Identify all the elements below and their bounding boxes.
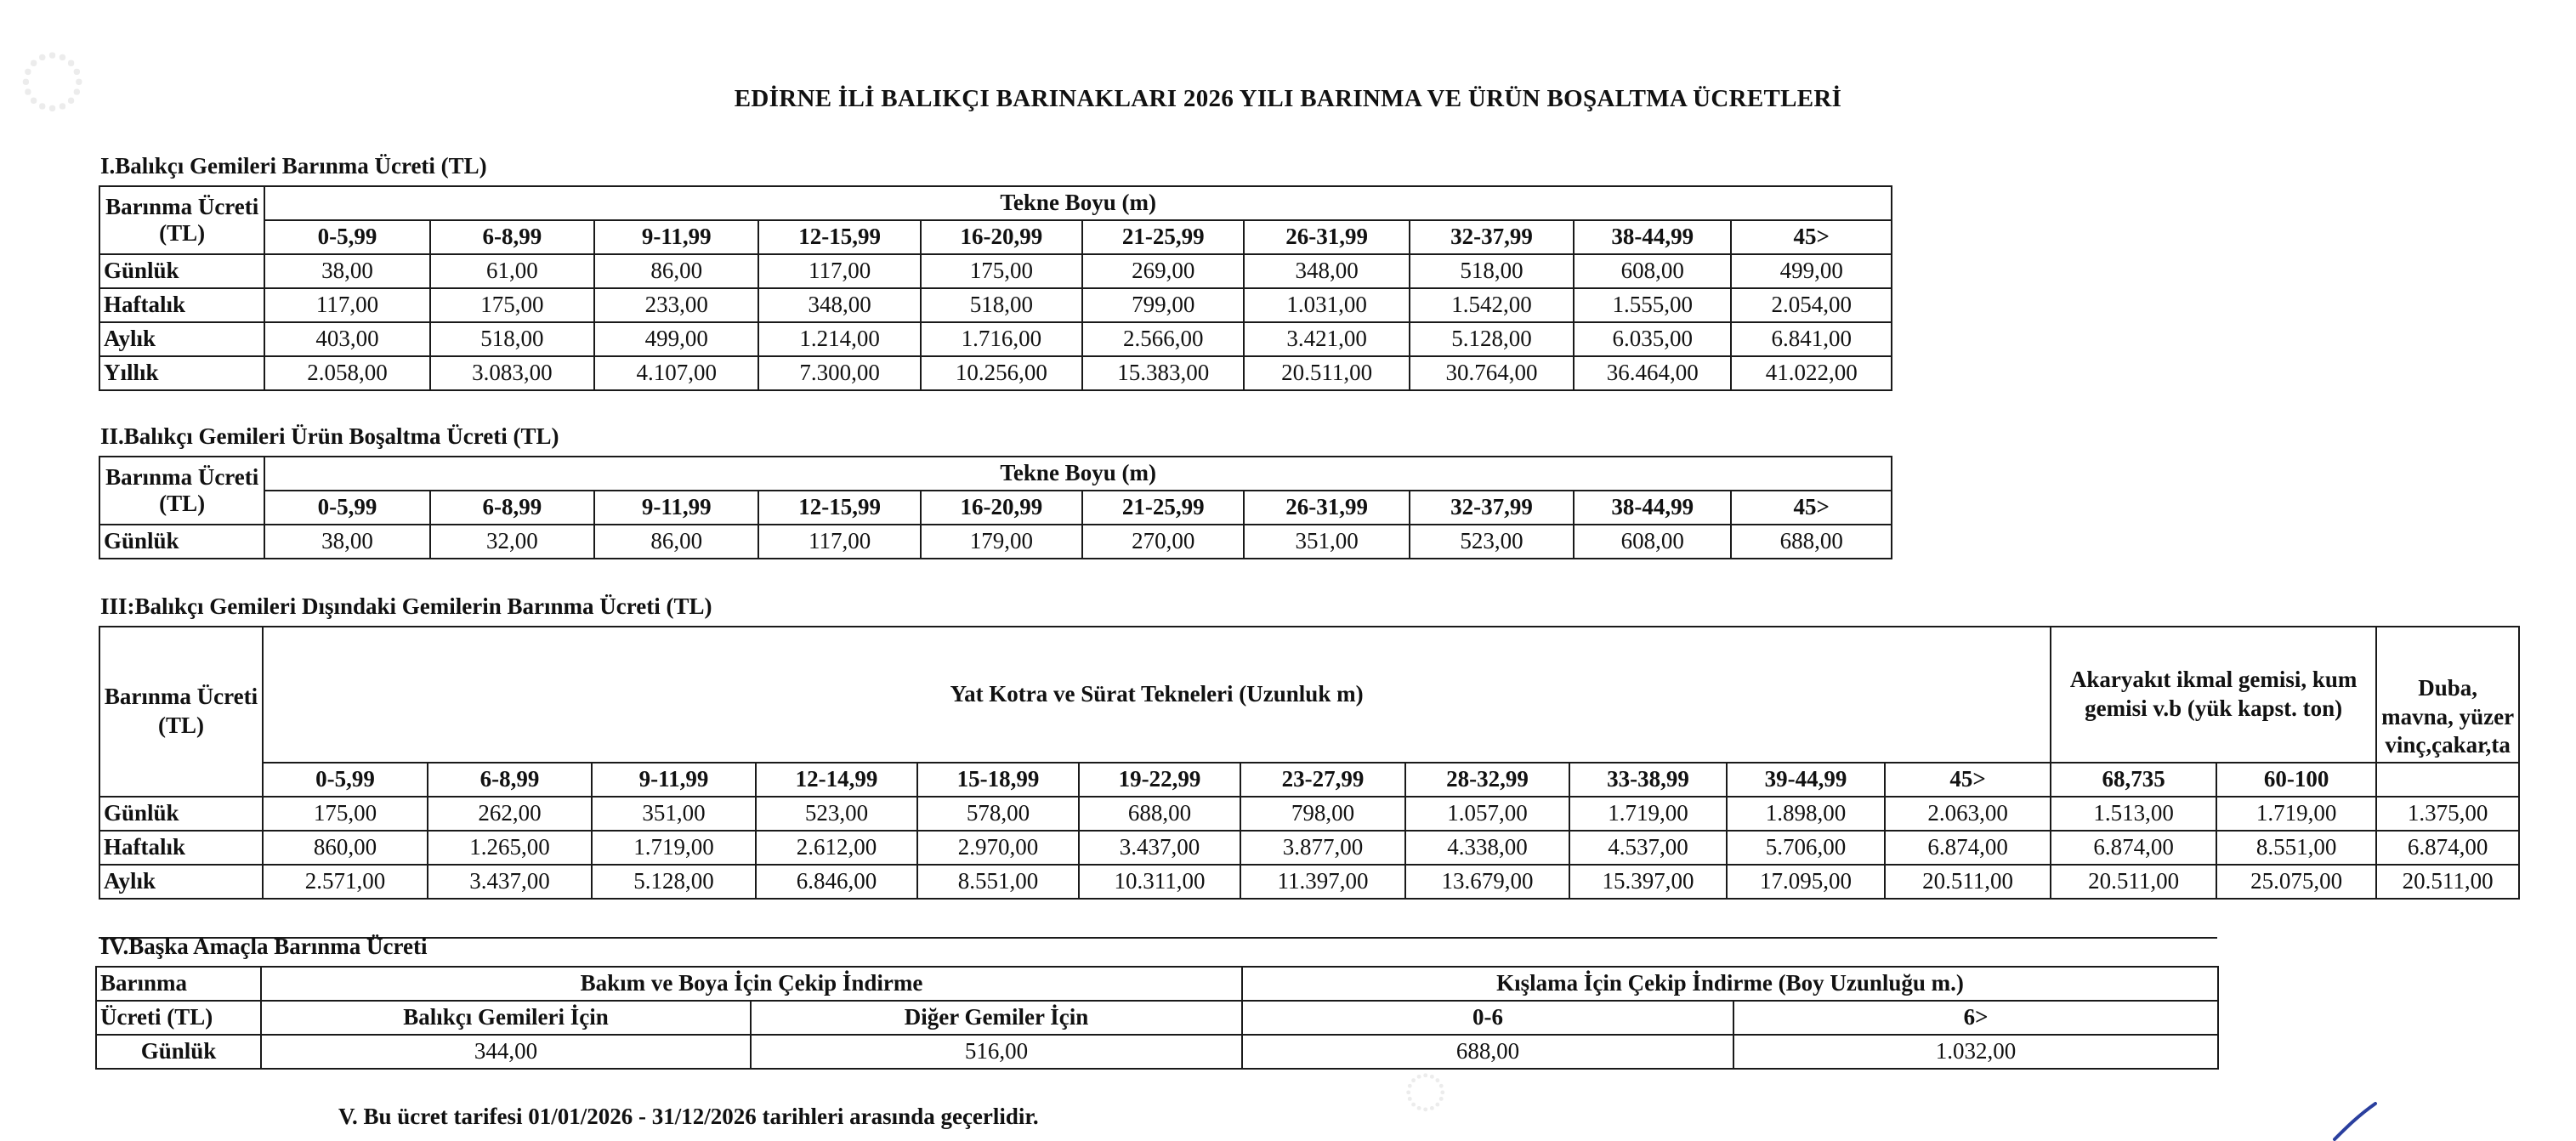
column-header: 6-8,99 <box>430 220 594 254</box>
column-header: 60-100 <box>2216 763 2376 797</box>
table-cell: 799,00 <box>1082 288 1244 322</box>
column-header: 0-5,99 <box>263 763 428 797</box>
section-4-table <box>95 966 2219 1070</box>
column-header: 6-8,99 <box>428 763 592 797</box>
table-cell: 499,00 <box>594 322 758 356</box>
column-header: 28-32,99 <box>1405 763 1569 797</box>
table-cell: 403,00 <box>264 322 429 356</box>
table-cell: 25.075,00 <box>2216 865 2376 899</box>
table-cell: 30.764,00 <box>1410 356 1574 390</box>
row-label: Günlük <box>96 1035 261 1069</box>
table-cell: 1.898,00 <box>1727 797 1885 831</box>
row-label: Haftalık <box>99 288 264 322</box>
column-header: 0-6 <box>1242 1001 1733 1035</box>
row-label: Aylık <box>99 322 264 356</box>
table-cell: 2.571,00 <box>263 865 428 899</box>
table-cell: 1.057,00 <box>1405 797 1569 831</box>
table-cell: 233,00 <box>594 288 758 322</box>
row-header-corner: Ücreti (TL) <box>96 1001 261 1035</box>
row-label: Haftalık <box>99 831 263 865</box>
table-row <box>99 254 1892 288</box>
table-row <box>99 831 2519 865</box>
table-cell: 86,00 <box>594 525 758 559</box>
table-cell: 351,00 <box>592 797 756 831</box>
table-row <box>99 356 1892 390</box>
table-cell: 344,00 <box>261 1035 751 1069</box>
table-cell: 608,00 <box>1574 525 1731 559</box>
section-2-table <box>99 456 1892 559</box>
table-cell: 523,00 <box>756 797 917 831</box>
table-cell: 518,00 <box>921 288 1082 322</box>
column-header: 19-22,99 <box>1079 763 1240 797</box>
column-header: 32-37,99 <box>1410 491 1574 525</box>
column-header: 9-11,99 <box>594 220 758 254</box>
table-cell: 578,00 <box>917 797 1079 831</box>
table-cell: 15.397,00 <box>1569 865 1727 899</box>
column-group-header: Kışlama İçin Çekip İndirme (Boy Uzunluğu m.) <box>1242 967 2218 1001</box>
table-cell: 6.874,00 <box>2376 831 2519 865</box>
table-cell: 262,00 <box>428 797 592 831</box>
table-cell: 2.612,00 <box>756 831 917 865</box>
row-header-corner: Barınma Ücreti (TL) <box>99 186 264 254</box>
column-group-header: Tekne Boyu (m) <box>264 186 1892 220</box>
column-group-header: Duba, mavna, yüzer vinç,çakar,ta <box>2376 627 2519 763</box>
pen-stroke-mark <box>2329 1102 2380 1141</box>
table-cell: 499,00 <box>1731 254 1892 288</box>
column-header <box>2376 763 2519 797</box>
column-header: Balıkçı Gemileri İçin <box>261 1001 751 1035</box>
table-cell: 3.437,00 <box>1079 831 1240 865</box>
table-cell: 270,00 <box>1082 525 1244 559</box>
table-cell: 1.719,00 <box>592 831 756 865</box>
column-header: 0-5,99 <box>264 220 429 254</box>
table-cell: 6.874,00 <box>2051 831 2216 865</box>
table-cell: 4.338,00 <box>1405 831 1569 865</box>
table-cell: 608,00 <box>1574 254 1731 288</box>
table-cell: 117,00 <box>758 525 920 559</box>
table-cell: 1.555,00 <box>1574 288 1731 322</box>
table-cell: 3.421,00 <box>1244 322 1409 356</box>
section-1-title: I.Balıkçı Gemileri Barınma Ücreti (TL) <box>100 153 487 179</box>
section-1-table <box>99 185 1892 391</box>
table-cell: 36.464,00 <box>1574 356 1731 390</box>
section-3-title: III:Balıkçı Gemileri Dışındaki Gemilerin Barınma Ücreti (TL) <box>100 593 712 619</box>
table-cell: 1.716,00 <box>921 322 1082 356</box>
table-cell: 175,00 <box>921 254 1082 288</box>
column-header: 32-37,99 <box>1410 220 1574 254</box>
table-cell: 2.054,00 <box>1731 288 1892 322</box>
table-cell: 688,00 <box>1731 525 1892 559</box>
table-cell: 6.841,00 <box>1731 322 1892 356</box>
column-header: 12-15,99 <box>758 220 920 254</box>
column-group-header: Bakım ve Boya İçin Çekip İndirme <box>261 967 1242 1001</box>
table-cell: 20.511,00 <box>1885 865 2051 899</box>
table-cell: 4.537,00 <box>1569 831 1727 865</box>
column-header: 26-31,99 <box>1244 220 1409 254</box>
table-cell: 20.511,00 <box>2051 865 2216 899</box>
table-cell: 17.095,00 <box>1727 865 1885 899</box>
table-cell: 518,00 <box>430 322 594 356</box>
table-cell: 348,00 <box>758 288 920 322</box>
table-cell: 5.128,00 <box>1410 322 1574 356</box>
column-header: 68,735 <box>2051 763 2216 797</box>
table-cell: 688,00 <box>1079 797 1240 831</box>
table-cell: 20.511,00 <box>2376 865 2519 899</box>
table-cell: 8.551,00 <box>2216 831 2376 865</box>
watermark-mark: ◌ <box>17 11 88 143</box>
table-cell: 5.706,00 <box>1727 831 1885 865</box>
table-cell: 4.107,00 <box>594 356 758 390</box>
table-cell: 269,00 <box>1082 254 1244 288</box>
row-header-corner: Barınma <box>96 967 261 1001</box>
table-cell: 1.375,00 <box>2376 797 2519 831</box>
table-cell: 2.566,00 <box>1082 322 1244 356</box>
table-cell: 5.128,00 <box>592 865 756 899</box>
row-label: Yıllık <box>99 356 264 390</box>
column-header: 6-8,99 <box>430 491 594 525</box>
column-header: 12-15,99 <box>758 491 920 525</box>
table-cell: 117,00 <box>264 288 429 322</box>
column-header: 6> <box>1733 1001 2218 1035</box>
column-header: 0-5,99 <box>264 491 429 525</box>
table-cell: 61,00 <box>430 254 594 288</box>
table-cell: 41.022,00 <box>1731 356 1892 390</box>
table-cell: 10.311,00 <box>1079 865 1240 899</box>
column-header: 38-44,99 <box>1574 220 1731 254</box>
table-cell: 32,00 <box>430 525 594 559</box>
table-cell: 2.970,00 <box>917 831 1079 865</box>
row-label: Günlük <box>99 797 263 831</box>
page-title: EDİRNE İLİ BALIKÇI BARINAKLARI 2026 YILI BARINMA VE ÜRÜN BOŞALTMA ÜCRETLERİ <box>734 85 1842 112</box>
column-header: Diğer Gemiler İçin <box>751 1001 1242 1035</box>
table-row <box>99 525 1892 559</box>
table-cell: 1.214,00 <box>758 322 920 356</box>
row-label: Günlük <box>99 254 264 288</box>
table-cell: 688,00 <box>1242 1035 1733 1069</box>
column-header: 9-11,99 <box>592 763 756 797</box>
table-cell: 1.542,00 <box>1410 288 1574 322</box>
table-row <box>99 322 1892 356</box>
table-cell: 3.083,00 <box>430 356 594 390</box>
table-row <box>99 797 2519 831</box>
table-cell: 20.511,00 <box>1244 356 1409 390</box>
table-cell: 798,00 <box>1240 797 1405 831</box>
table-cell: 348,00 <box>1244 254 1409 288</box>
table-cell: 1.031,00 <box>1244 288 1409 322</box>
section-4-title: IV.Başka Amaçla Barınma Ücreti <box>100 934 428 959</box>
table-cell: 516,00 <box>751 1035 1242 1069</box>
column-header: 15-18,99 <box>917 763 1079 797</box>
column-header: 39-44,99 <box>1727 763 1885 797</box>
table-row <box>96 1035 2218 1069</box>
table-cell: 15.383,00 <box>1082 356 1244 390</box>
section-3-table <box>99 626 2520 900</box>
table-cell: 11.397,00 <box>1240 865 1405 899</box>
table-cell: 38,00 <box>264 254 429 288</box>
table-cell: 2.063,00 <box>1885 797 2051 831</box>
table-cell: 175,00 <box>430 288 594 322</box>
table-cell: 38,00 <box>264 525 429 559</box>
table-cell: 351,00 <box>1244 525 1409 559</box>
column-header: 45> <box>1731 220 1892 254</box>
table-cell: 117,00 <box>758 254 920 288</box>
row-label: Günlük <box>99 525 264 559</box>
column-header: 16-20,99 <box>921 220 1082 254</box>
watermark-mark: ◌ <box>1403 1047 1449 1132</box>
column-header: 21-25,99 <box>1082 220 1244 254</box>
column-group-header: Tekne Boyu (m) <box>264 457 1892 491</box>
section-2-title: II.Balıkçı Gemileri Ürün Boşaltma Ücreti (TL) <box>100 423 559 449</box>
column-header: 33-38,99 <box>1569 763 1727 797</box>
table-cell: 3.437,00 <box>428 865 592 899</box>
validity-note: V. Bu ücret tarifesi 01/01/2026 - 31/12/2026 tarihleri arasında geçerlidir. <box>338 1104 1039 1129</box>
table-cell: 2.058,00 <box>264 356 429 390</box>
table-cell: 1.265,00 <box>428 831 592 865</box>
table-cell: 1.719,00 <box>2216 797 2376 831</box>
table-row <box>99 865 2519 899</box>
column-group-header: Yat Kotra ve Sürat Tekneleri (Uzunluk m) <box>263 627 2051 763</box>
table-cell: 3.877,00 <box>1240 831 1405 865</box>
table-cell: 13.679,00 <box>1405 865 1569 899</box>
column-header: 12-14,99 <box>756 763 917 797</box>
table-cell: 6.035,00 <box>1574 322 1731 356</box>
row-header-corner: Barınma Ücreti (TL) <box>99 457 264 525</box>
table-row <box>99 288 1892 322</box>
column-header: 9-11,99 <box>594 491 758 525</box>
table-cell: 7.300,00 <box>758 356 920 390</box>
row-header-corner: Barınma Ücreti (TL) <box>99 627 263 797</box>
table-cell: 1.513,00 <box>2051 797 2216 831</box>
column-header: 16-20,99 <box>921 491 1082 525</box>
column-header: 45> <box>1731 491 1892 525</box>
table-cell: 6.846,00 <box>756 865 917 899</box>
column-header: 45> <box>1885 763 2051 797</box>
column-header: 38-44,99 <box>1574 491 1731 525</box>
table-cell: 6.874,00 <box>1885 831 2051 865</box>
table-cell: 523,00 <box>1410 525 1574 559</box>
table-cell: 10.256,00 <box>921 356 1082 390</box>
table-cell: 179,00 <box>921 525 1082 559</box>
column-header: 26-31,99 <box>1244 491 1409 525</box>
column-header: 23-27,99 <box>1240 763 1405 797</box>
table-cell: 1.032,00 <box>1733 1035 2218 1069</box>
table-cell: 8.551,00 <box>917 865 1079 899</box>
table-cell: 175,00 <box>263 797 428 831</box>
table-cell: 86,00 <box>594 254 758 288</box>
table-cell: 518,00 <box>1410 254 1574 288</box>
row-label: Aylık <box>99 865 263 899</box>
column-group-header: Akaryakıt ikmal gemisi, kum gemisi v.b (yük kapst. ton) <box>2051 627 2376 763</box>
table-cell: 1.719,00 <box>1569 797 1727 831</box>
table-cell: 860,00 <box>263 831 428 865</box>
column-header: 21-25,99 <box>1082 491 1244 525</box>
